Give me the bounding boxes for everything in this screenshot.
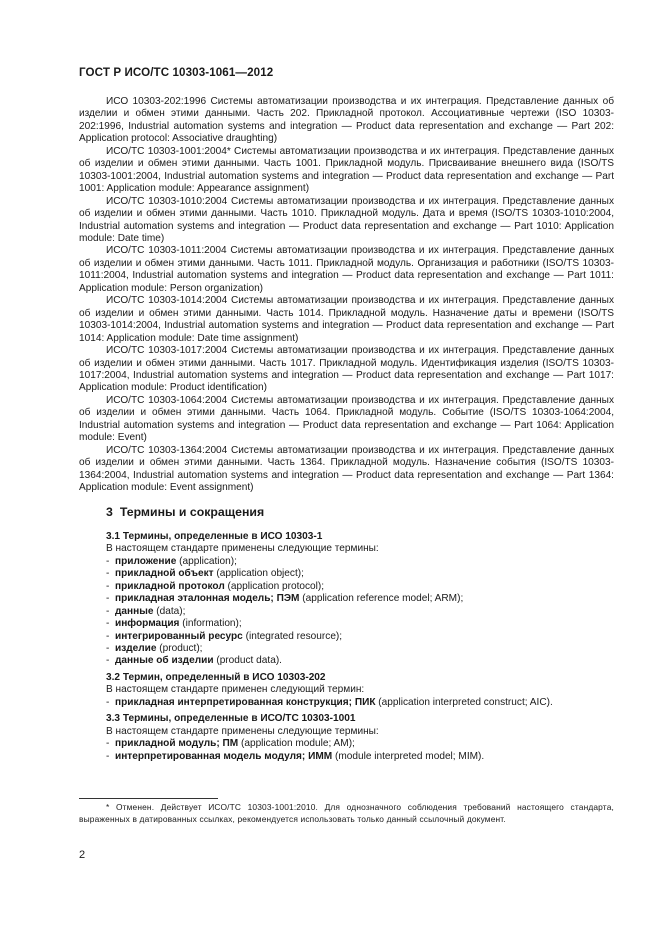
reference-paragraph: ИСО/ТС 10303-1017:2004 Системы автоматизации производства и их интеграция. Представление данных об изделии и обмен этими данными. Часть 1017. Прикладной модуль. Идентификация изделия (ISO/TS 10303-1017:2004, Industrial automation systems and integration — Product data representation and exchange — Part 1017: Application module: Product identification) — [79, 345, 614, 394]
list-dash: - — [106, 630, 110, 642]
term-item — [106, 697, 614, 709]
list-dash: - — [106, 643, 110, 655]
term-item — [106, 606, 614, 618]
reference-paragraph: ИСО/ТС 10303-1364:2004 Системы автоматизации производства и их интеграция. Представление данных об изделии и обмен этими данными. Часть 1364. Прикладной модуль. Назначение события (ISO/TS 10303-1364:2004, Industrial automation systems and integration — Product data representation and exchange — Part 1364: Application module: Event assignment) — [79, 444, 614, 494]
term-translation: (product); — [156, 643, 203, 655]
term-translation: (information); — [179, 618, 242, 630]
list-dash: - — [106, 738, 110, 750]
subsection-intro: В настоящем стандарте применен следующий термин: — [106, 684, 365, 696]
reference-paragraph: ИСО 10303-202:1996 Системы автоматизации производства и их интеграция. Представление данных об изделии и обмен этими данными. Часть 202. Прикладной протокол. Ассоциативные чертежи (ISO 10303-202:1996, Industrial automation systems and integration — Product data representation and exchange — Part 202: Application protocol: Associative draughting) — [79, 96, 614, 145]
page-body — [79, 96, 614, 763]
term-name: прикладной модуль; ПМ — [115, 738, 239, 750]
section-title: Термины и сокращения — [119, 504, 265, 519]
term-name: прикладной объект — [115, 568, 214, 580]
running-header: ГОСТ Р ИСО/ТС 10303-1061—2012 — [79, 66, 274, 79]
term-translation: (application reference model; ARM); — [299, 593, 464, 605]
page-number: 2 — [79, 849, 86, 861]
term-name: прикладная эталонная модель; ПЭМ — [115, 593, 300, 605]
term-name: данные об изделии — [115, 655, 214, 667]
term-list — [79, 738, 614, 763]
reference-paragraph: ИСО/ТС 10303-1010:2004 Системы автоматизации производства и их интеграция. Представление данных об изделии и обмен этими данными. Часть 1010. Прикладной модуль. Дата и время (ISO/TS 10303-1010:2004, Industrial automation systems and integration — Product data representation and exchange — Part 1010: Application module: Date time) — [79, 195, 614, 244]
term-translation: (application module; AM); — [238, 738, 355, 750]
section-heading — [79, 506, 614, 518]
term-name: прикладной протокол — [115, 580, 225, 592]
subsection-heading: 3.3 Термины, определенные в ИСО/ТС 10303-1001 — [106, 713, 356, 725]
section-number: 3 — [106, 504, 113, 519]
subsection-heading: 3.1 Термины, определенные в ИСО 10303-1 — [106, 530, 323, 542]
term-item — [106, 593, 614, 605]
reference-paragraph: ИСО/ТС 10303-1064:2004 Системы автоматизации производства и их интеграция. Представление данных об изделии и обмен этими данными. Часть 1064. Прикладной модуль. Событие (ISO/TS 10303-1064:2004, Industrial automation systems and integration — Product data representation and exchange — Part 1064: Application module: Event) — [79, 394, 614, 444]
term-name: приложение — [115, 555, 177, 567]
subsection-intro: В настоящем стандарте применены следующие термины: — [106, 543, 379, 555]
term-name: интерпретированная модель модуля; ИММ — [115, 750, 333, 762]
term-name: данные — [115, 605, 154, 617]
term-item — [106, 655, 614, 667]
footnote-divider — [79, 798, 218, 799]
list-dash: - — [106, 618, 110, 630]
term-translation: (integrated resource); — [242, 630, 343, 642]
term-item — [106, 556, 614, 568]
term-item — [106, 631, 614, 643]
term-list — [79, 697, 614, 709]
term-item — [106, 618, 614, 630]
term-translation: (module interpreted model; MIM). — [332, 750, 485, 762]
list-dash: - — [106, 750, 110, 762]
subsection-intro: В настоящем стандарте применены следующие термины: — [106, 725, 379, 737]
term-translation: (application protocol); — [224, 580, 325, 592]
list-dash: - — [106, 593, 110, 605]
list-dash: - — [106, 605, 110, 617]
term-list — [79, 556, 614, 668]
term-item — [106, 568, 614, 580]
term-translation: (product data). — [213, 655, 282, 667]
term-translation: (application object); — [213, 568, 304, 580]
list-dash: - — [106, 580, 110, 592]
term-translation: (application interpreted construct; AIC). — [375, 696, 553, 708]
list-dash: - — [106, 555, 110, 567]
reference-paragraph: ИСО/ТС 10303-1001:2004* Системы автоматизации производства и их интеграция. Представление данных об изделии и обмен этими данными. Часть 1001. Прикладной модуль. Присваивание внешнего вида (ISO/TS 10303-1001:2004, Industrial automation systems and integration — Product data representation and exchange — Part 1001: Application module: Appearance assignment) — [79, 145, 614, 195]
subsection-heading: 3.2 Термин, определенный в ИСО 10303-202 — [106, 671, 326, 683]
term-name: прикладная интерпретированная конструкция; ПИК — [115, 696, 376, 708]
term-name: изделие — [115, 643, 157, 655]
term-item — [106, 738, 614, 750]
reference-paragraph: ИСО/ТС 10303-1014:2004 Системы автоматизации производства и их интеграция. Представление данных об изделии и обмен этими данными. Часть 1014. Прикладной модуль. Назначение даты и времени (ISO/TS 10303-1014:2004, Industrial automation systems and integration — Product data representation and exchange — Part 1014: Application module: Date time assignment) — [79, 295, 614, 344]
reference-paragraph: ИСО/ТС 10303-1011:2004 Системы автоматизации производства и их интеграция. Представление данных об изделии и обмен этими данными. Часть 1011. Прикладной модуль. Организация и работники (ISO/TS 10303-1011:2004, Industrial automation systems and integration — Product data representation and exchange — Part 1011: Application module: Person organization) — [79, 245, 614, 294]
term-name: информация — [115, 618, 180, 630]
list-dash: - — [106, 568, 110, 580]
list-dash: - — [106, 696, 110, 708]
list-dash: - — [106, 655, 110, 667]
term-translation: (data); — [153, 605, 186, 617]
term-item — [106, 581, 614, 593]
footnote: * Отменен. Действует ИСО/ТС 10303-1001:2010. Для однозначного соблюдения требований настоящего стандарта, выраженных в датированных ссылках, рекомендуется использовать только данный ссылочный документ. — [79, 802, 614, 825]
term-item — [106, 751, 614, 763]
normative-references — [79, 96, 614, 495]
term-item — [106, 643, 614, 655]
term-name: интегрированный ресурс — [115, 630, 243, 642]
term-translation: (application); — [176, 555, 237, 567]
